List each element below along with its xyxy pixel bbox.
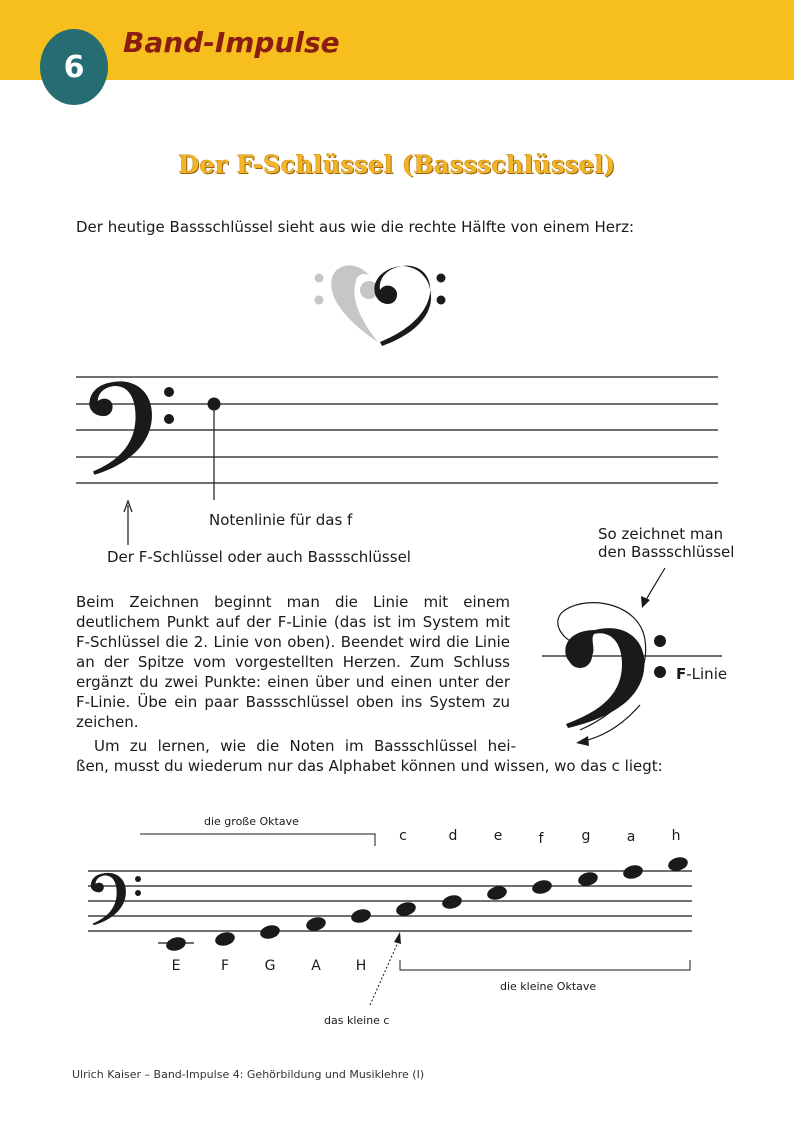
paragraph-2 — [76, 736, 716, 776]
drawing-clef-icon — [542, 568, 722, 746]
drawing-hint-line2: den Bassschlüssel — [598, 543, 735, 561]
clef-label: Der F-Schlüssel oder auch Bassschlüssel — [107, 548, 411, 566]
note-name-lower: H — [355, 958, 367, 974]
footer: Ulrich Kaiser – Band-Impulse 4: Gehörbildung und Musiklehre (I) — [72, 1068, 425, 1081]
note-name-upper: e — [493, 828, 503, 844]
note-name-lower: F — [220, 958, 230, 974]
small-octave-label: die kleine Oktave — [500, 980, 597, 993]
bass-clef-icon — [89, 381, 152, 474]
note-line-label: Notenlinie für das f — [209, 511, 353, 529]
staff-2 — [88, 871, 692, 931]
note-name-upper: f — [538, 831, 544, 847]
note-name-lower: A — [311, 958, 321, 974]
f-line-label-rest: -Linie — [686, 665, 728, 683]
page-title: Der F-Schlüssel (Bassschlüssel) — [178, 150, 616, 179]
note-heads — [165, 855, 690, 953]
bass-clef-small-icon — [91, 873, 126, 925]
chapter-badge: 6 — [40, 29, 108, 105]
f-line-label-bold: F — [676, 665, 687, 683]
note-name-lower: G — [264, 958, 276, 974]
paragraph-2-line-1: Um zu lernen, wie die Noten im Bassschlüssel hei- — [94, 737, 516, 755]
small-c-label: das kleine c — [324, 1014, 390, 1027]
f-line-label — [676, 664, 727, 684]
paragraph-1: Beim Zeichnen beginnt man die Linie mit einem deutlichem Punkt auf der F-Linie (das ist im System mit F-Schlüssel die 2. Linie von oben). Beendet wird die Linie an der Spitze vom vorgestellten Herzen. Zum Schluss ergänzt du zwei Punkte: einen über und einen unter der F-Linie. Übe ein paar Bassschlüssel oben ins System zu zeichen. — [76, 593, 510, 731]
drawing-hint-line1: So zeichnet man — [598, 525, 724, 543]
note-name-upper: g — [581, 828, 591, 844]
intro-text: Der heutige Bassschlüssel sieht aus wie die rechte Hälfte von einem Herz: — [76, 218, 635, 236]
note-name-upper: d — [448, 828, 458, 844]
note-name-upper: h — [671, 828, 681, 844]
note-name-upper: a — [626, 829, 636, 845]
note-name-lower: E — [171, 958, 181, 974]
heart-clef-icon — [315, 265, 446, 346]
great-octave-label: die große Oktave — [204, 815, 299, 828]
note-name-upper: c — [399, 828, 407, 844]
paragraph-2-line-2: ßen, musst du wiederum nur das Alphabet können und wissen, wo das c liegt: — [76, 757, 663, 775]
header-title: Band-Impulse — [123, 26, 340, 59]
